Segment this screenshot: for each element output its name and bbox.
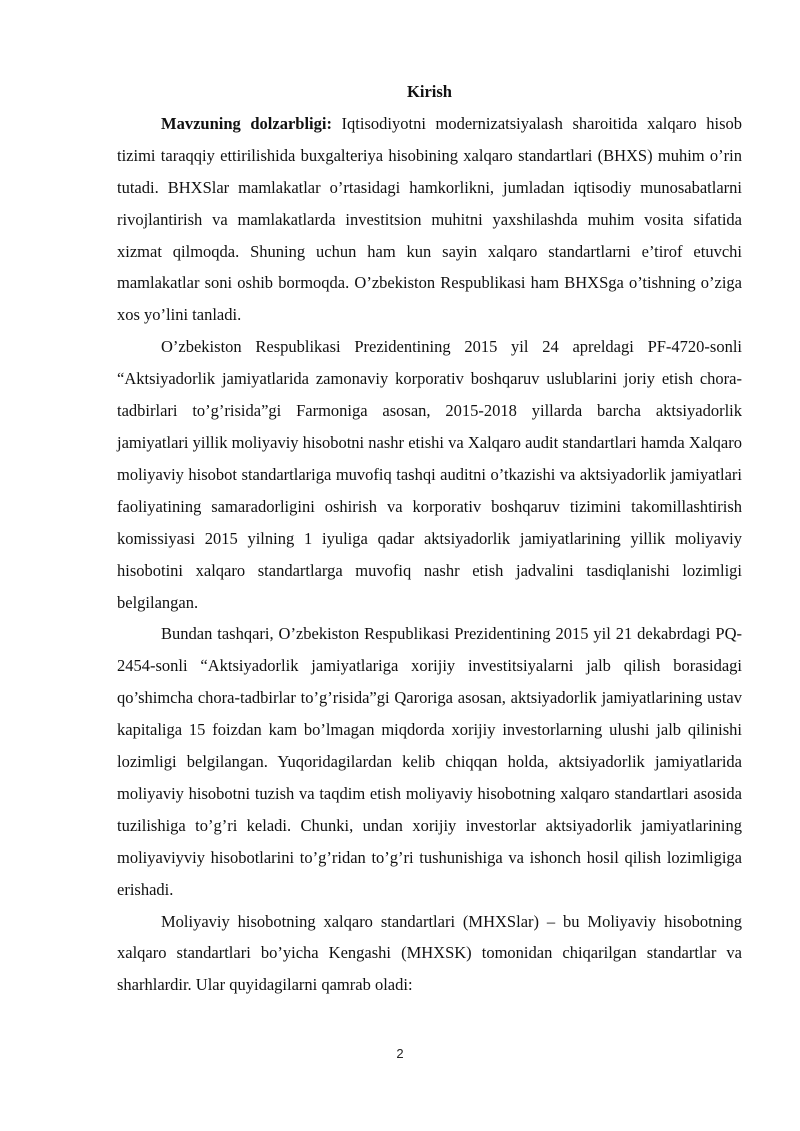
paragraph-decree xyxy=(117,331,742,618)
paragraph-relevance xyxy=(117,108,742,331)
page-content xyxy=(117,76,742,1001)
page-title: Kirish xyxy=(407,82,452,101)
paragraph-text: Moliyaviy hisobotning xalqaro standartlari (MHXSlar) – bu Moliyaviy hisobotning xalqaro standartlari bo’yicha Kengashi (MHXSK) tomonidan chiqarilgan standartlar va sharhlardir. Ular quyidagilarni qamrab oladi: xyxy=(117,911,742,995)
paragraph-text: Bundan tashqari, O’zbekiston Respublikasi Prezidentining 2015 yil 21 dekabrdagi PQ-2454-sonli “Aktsiyadorlik jamiyatlariga xorijiy investitsiyalarni jalb qilish borasidagi qo’shimcha chora-tadbirlar to’g’risida”gi Qaroriga asosan, aktsiyadorlik jamiyatlarining ustav kapitaliga 15 foizdan kam bo’lmagan miqdorda xorijiy investorlarning ulushi jalb qilinishi lozimligi belgilangan. Yuqoridagilardan kelib chiqqan holda, aktsiyadorlik jamiyatlarida moliyaviy hisobotni tuzish va taqdim etish moliyaviy hisobotning xalqaro standartlari asosida tuzilishiga to’g’ri keladi. Chunki, undan xorijiy investorlar aktsiyadorlik jamiyatlarining moliyaviyviy hisobotlarini to’g’ridan to’g’ri tushunishiga va ishonch hosil qilish lozimligiga erishadi. xyxy=(117,624,742,899)
paragraph-text: O’zbekiston Respublikasi Prezidentining 2015 yil 24 apreldagi PF-4720-sonli “Aktsiyadorlik jamiyatlarida zamonaviy korporativ boshqaruv uslublarini joriy etish chora-tadbirlari to’g’risida”gi Farmoniga asosan, 2015-2018 yillarda barcha aktsiyadorlik jamiyatlari yillik moliyaviy hisobotni nashr etishi va Xalqaro audit standartlari hamda Xalqaro moliyaviy hisobot standartlariga muvofiq tashqi auditni o’tkazishi va aktsiyadorlik jamiyatlari faoliyatining samaradorligini oshirish va korporativ boshqaruv tizimini takomillashtirish komissiyasi 2015 yilning 1 iyuliga qadar aktsiyadorlik jamiyatlarining yillik moliyaviy hisobotini xalqaro standartlarga muvofiq nashr etish jadvalini tasdiqlanishi lozimligi belgilangan. xyxy=(117,337,742,612)
page-number: 2 xyxy=(396,1046,404,1061)
paragraph-resolution xyxy=(117,618,742,905)
paragraph-ifrs xyxy=(117,906,742,1002)
paragraph-lead: Mavzuning dolzarbligi: xyxy=(161,113,332,133)
paragraph-text: Iqtisodiyotni modernizatsiyalash sharoitida xalqaro hisob tizimi taraqqiy ettirilishida buxgalteriya hisobining xalqaro standartlari (BHXS) muhim o’rin tutadi. BHXSlar mamlakatlar o’rtasidagi hamkorlikni, jumladan iqtisodiy munosabatlarni rivojlantirish va mamlakatlarda investitsion muhitni yaxshilashda muhim vosita sifatida xizmat qilmoqda. Shuning uchun ham kun sayin xalqaro standartlarni e’tirof etuvchi mamlakatlar soni oshib bormoqda. O’zbekiston Respublikasi ham BHXSga o’tishning o’ziga xos yo’lini tanladi. xyxy=(117,113,742,325)
